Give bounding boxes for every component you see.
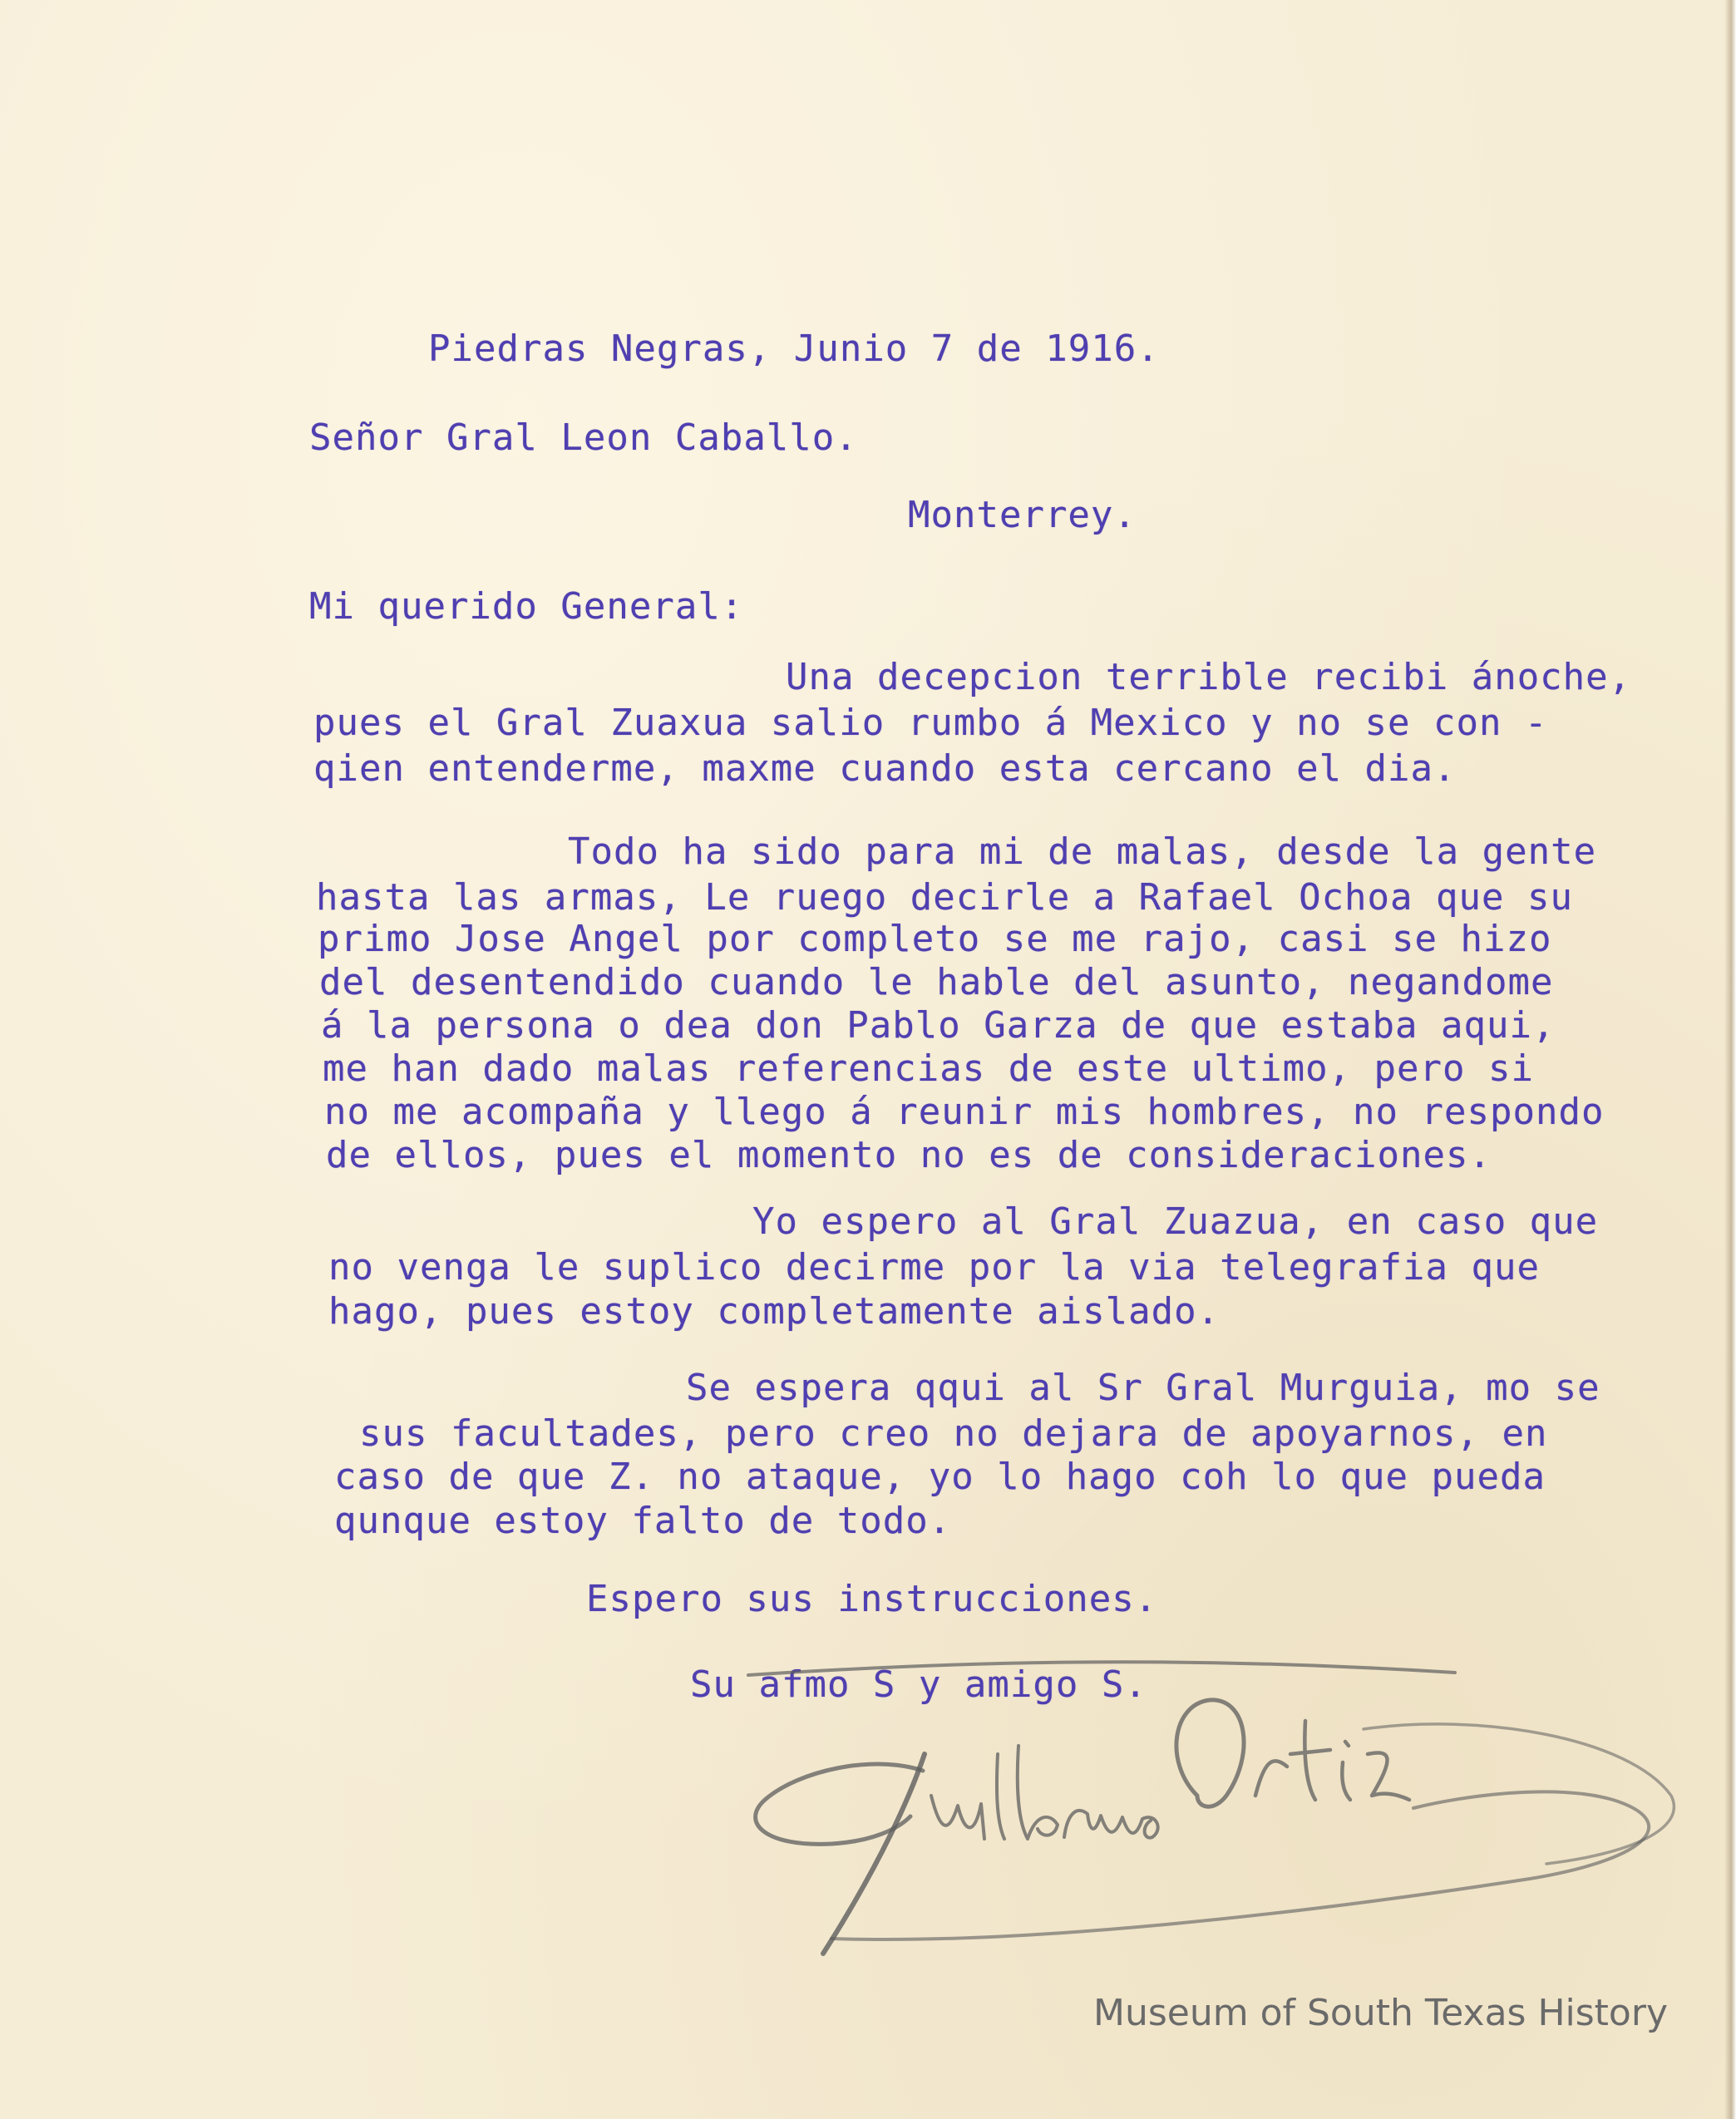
closing-line: Su afmo S y amigo S. [690,1663,1147,1706]
paragraph-4-line-4: qunque estoy falto de todo. [334,1500,952,1542]
paragraph-2-line-2: hasta las armas, Le ruego decirle a Rafael Ochoa que su [316,876,1573,919]
paragraph-3-line-1: Yo espero al Gral Zuazua, en caso que [752,1200,1599,1243]
paragraph-3-line-2: no venga le suplico decirme por la via telegrafia que [328,1246,1540,1289]
paragraph-1-line-3: qien entenderme, maxme cuando esta cercano el dia. [313,747,1457,790]
paragraph-2-line-7: no me acompaña y llego á reunir mis hombres, no respondo [324,1091,1605,1133]
paragraph-4-line-1: Se espera qqui al Sr Gral Murguia, mo se [686,1367,1600,1409]
dateline: Piedras Negras, Junio 7 de 1916. [428,328,1160,370]
paragraph-2-line-3: primo Jose Angel por completo se me rajo, casi se hizo [318,918,1552,960]
paragraph-3-line-3: hago, pues estoy completamente aislado. [328,1290,1221,1333]
paragraph-2-line-1: Todo ha sido para mi de malas, desde la gente [568,830,1597,873]
signature [732,1629,1688,1962]
paragraph-1-line-1: Una decepcion terrible recibi ánoche, [786,656,1632,698]
paper-edge [1724,0,1736,2119]
paragraph-2-line-5: á la persona o dea don Pablo Garza de que estaba aqui, [321,1004,1556,1047]
paragraph-4-line-2: sus facultades, pero creo no dejara de apoyarnos, en [359,1412,1548,1455]
paragraph-2-line-4: del desentendido cuando le hable del asunto, negandome [319,961,1554,1003]
paragraph-2-line-6: me han dado malas referencias de este ultimo, pero si [323,1047,1534,1090]
recipient-city: Monterrey. [908,494,1137,536]
salutation: Mi querido General: [309,585,744,628]
museum-watermark: Museum of South Texas History [1093,1992,1668,2034]
paragraph-2-line-8: de ellos, pues el momento no es de consideraciones. [326,1134,1492,1176]
paragraph-4-line-3: caso de que Z. no ataque, yo lo hago coh lo que pueda [334,1456,1546,1498]
paragraph-1-line-2: pues el Gral Zuaxua salio rumbo á Mexico y no se con - [313,702,1548,744]
request-line: Espero sus instrucciones. [586,1578,1158,1620]
recipient: Señor Gral Leon Caballo. [309,416,858,459]
